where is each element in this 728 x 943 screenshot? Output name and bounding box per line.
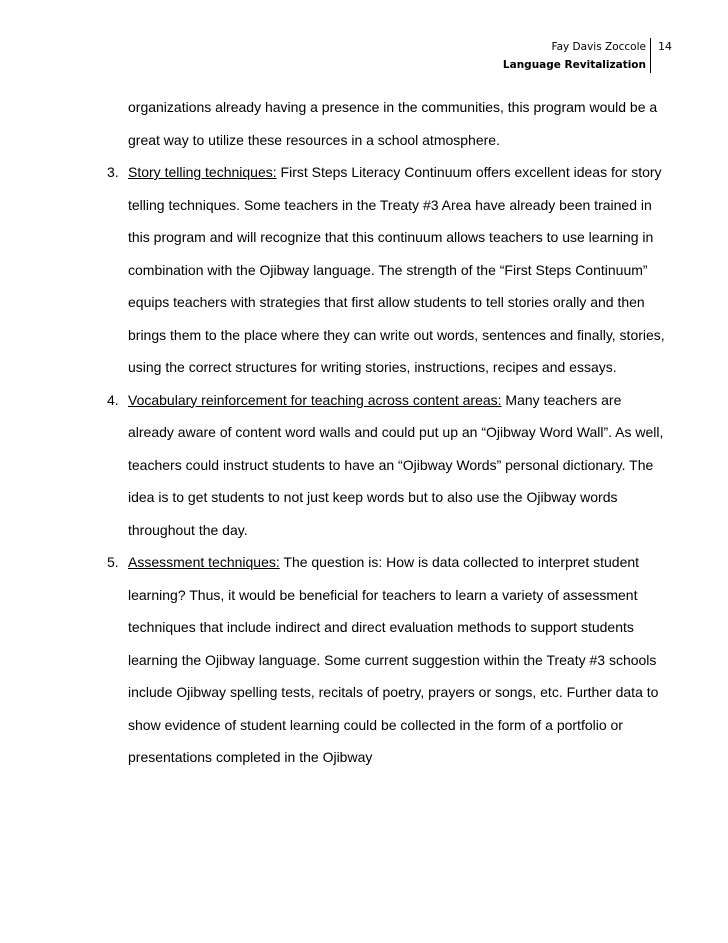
list-item-heading: Vocabulary reinforcement for teaching across content areas:: [128, 391, 502, 408]
header-author: Fay Davis Zoccole: [551, 41, 646, 53]
header-title: Language Revitalization: [502, 59, 646, 71]
continuation-paragraph: organizations already having a presence in the communities, this program would be a great way to utilize these resources in a school atmosphere.: [128, 99, 658, 148]
list-item-number: 4.: [107, 391, 119, 408]
running-header: [480, 38, 712, 74]
list-item-heading: Story telling techniques:: [128, 164, 277, 180]
list-item-text: Many teachers are already aware of content word walls and could put up an “Ojibway Word Wall”. As well, teachers could instruct students to have an “Ojibway Words” personal dictionary. The idea is to get students to not just keep words but to also use the Ojibway words throughout the day.: [128, 391, 664, 538]
list-item-heading: Assessment techniques:: [128, 554, 280, 570]
list-item-text: The question is: How is data collected to interpret student learning? Thus, it would be beneficial for teachers to learn a variety of assessment techniques that include indirect and direct evaluation methods to support students learning the Ojibway language. Some current suggestion within the Treaty #3 schools include Ojibway spelling tests, recitals of poetry, prayers or songs, etc. Further data to show evidence of student learning could be collected in the form of a portfolio or presentations completed in the Ojibway: [128, 554, 659, 765]
list-item-3: [107, 156, 667, 384]
header-text: [503, 38, 646, 74]
list-item-text: First Steps Literacy Continuum offers excellent ideas for story telling techniques. Some teachers in the Treaty #3 Area have already been trained in this program and will recognize that this continuum allows teachers to use learning in combination with the Ojibway language. The strength of the “First Steps Continuum” equips teachers with strategies that first allow students to tell stories orally and then brings them to the place where they can write out words, sentences and finally, stories, using the correct structures for writing stories, instructions, recipes and essays.: [128, 164, 665, 375]
list-item-number: 3.: [107, 164, 119, 180]
list-item-5: [107, 546, 667, 774]
document-body: [107, 91, 667, 774]
page-number: 14: [658, 40, 672, 53]
list-item-number: 5.: [107, 554, 119, 570]
list-item-4: [107, 384, 667, 547]
header-divider: [650, 38, 651, 73]
